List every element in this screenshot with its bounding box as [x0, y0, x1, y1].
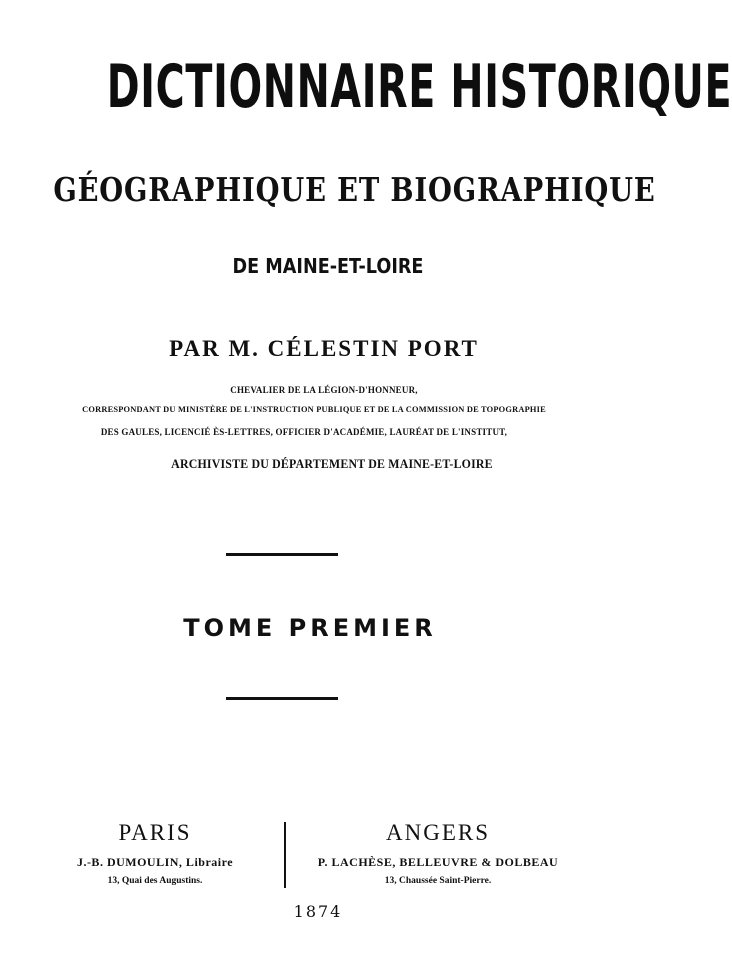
author-credential-3: DES GAULES, LICENCIÉ ÈS-LETTRES, OFFICIER D'ACADÉMIE, LAURÉAT DE L'INSTITUT,	[100, 427, 508, 437]
publisher-left-name: J.-B. DUMOULIN, Libraire	[76, 855, 234, 869]
title-line-1: DICTIONNAIRE HISTORIQUE	[106, 52, 732, 122]
publisher-divider	[284, 822, 286, 888]
publisher-left-address: 13, Quai des Augustins.	[107, 876, 203, 886]
author-credential-2: CORRESPONDANT DU MINISTÈRE DE L'INSTRUCTION PUBLIQUE ET DE LA COMMISSION DE TOPOGRAPHIE	[82, 405, 546, 414]
publisher-right-city: ANGERS	[385, 820, 490, 845]
author-byline: PAR M. CÉLESTIN PORT	[169, 336, 479, 361]
author-credential-4: ARCHIVISTE DU DÉPARTEMENT DE MAINE-ET-LOIRE	[171, 457, 493, 471]
publisher-left-city: PARIS	[118, 820, 192, 845]
volume-label: TOME PREMIER	[183, 614, 437, 642]
publisher-right-address: 13, Chaussée Saint-Pierre.	[384, 876, 492, 886]
publication-year: 1874	[293, 902, 343, 921]
title-line-2: GÉOGRAPHIQUE ET BIOGRAPHIQUE	[53, 170, 656, 209]
publisher-right-name: P. LACHÈSE, BELLEUVRE & DOLBEAU	[317, 855, 559, 869]
title-line-3: DE MAINE-ET-LOIRE	[232, 254, 424, 278]
author-credential-1: CHEVALIER DE LA LÉGION-D'HONNEUR,	[230, 385, 418, 395]
divider-rule-bottom	[226, 697, 338, 700]
divider-rule-top	[226, 553, 338, 556]
